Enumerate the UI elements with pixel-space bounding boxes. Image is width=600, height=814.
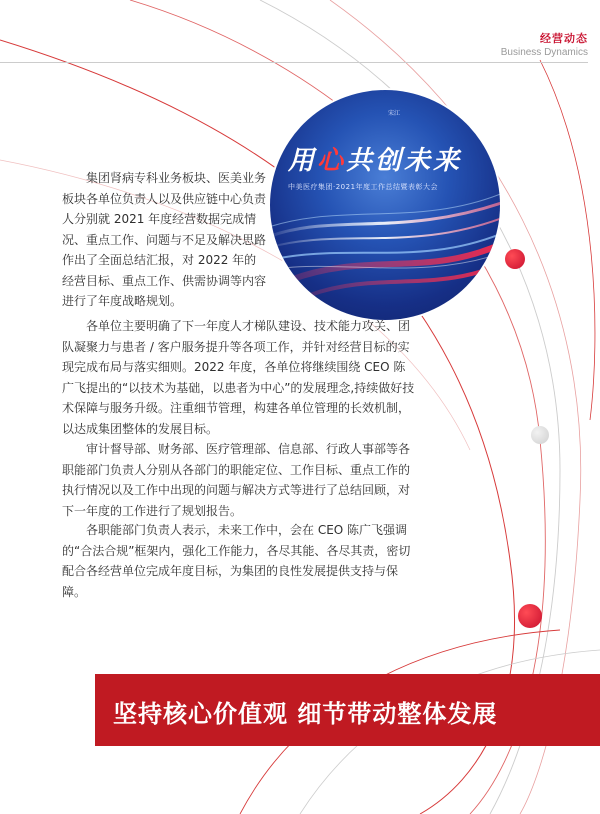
section-header: [501, 30, 588, 58]
hero-tiny-text: 宋江: [388, 110, 401, 117]
hero-image: [270, 90, 500, 320]
gray-dot-decoration: [531, 426, 549, 444]
article-paragraph-4: 各职能部门负责人表示，未来工作中，会在 CEO 陈广飞强调的“合法合规”框架内，强化工作能力，各尽其能、各尽其责，密切配合各经营单位完成年度目标，为集团的良性发展提供支持与保障。: [62, 523, 411, 599]
hero-slogan: 用心共创未来: [288, 146, 463, 176]
headline-banner: [95, 674, 600, 746]
headline-banner-text: 坚持核心价值观 细节带动整体发展: [113, 700, 498, 728]
light-streaks-graphic: [270, 90, 500, 320]
red-dot-decoration-bottom: [518, 604, 542, 628]
hero-subtitle: 中美医疗集团·2021年度工作总结暨表彰大会: [288, 183, 439, 191]
red-dot-decoration: [505, 249, 525, 269]
section-title-cn: 经营动态: [540, 32, 588, 45]
section-title-en: Business Dynamics: [500, 47, 588, 58]
article-paragraph-2: 各单位主要明确了下一年度人才梯队建设、技术能力攻关、团队凝聚力与患者 / 客户服务提升等各项工作，并针对经营目标的实现完成布局与落实细则。2022 年度，各单位将继续围绕 CEO 陈广飞提出的“以技术为基础，以患者为中心”的发展理念,持续做好技术保障与服务升级。注重细节管理，构建各单位管理的长效机制，以达成集团整体的发展目标。: [62, 319, 415, 436]
header-divider: [0, 62, 588, 63]
article-paragraph-3: 审计督导部、财务部、医疗管理部、信息部、行政人事部等各职能部门负责人分别从各部门的职能定位、工作目标、重点工作的执行情况以及工作中出现的问题与解决方式等进行了总结回顾，对下一年度的工作进行了规划报告。: [62, 442, 411, 518]
article-paragraph-1: 集团肾病专科业务板块、医美业务板块各单位负责人以及供应链中心负责人分别就 2021 年度经营数据完成情况、重点工作、问题与不足及解决思路作出了全面总结汇报，对 2022 年的经营目标、重点工作、供需协调等内容进行了年度战略规划。: [62, 171, 267, 308]
